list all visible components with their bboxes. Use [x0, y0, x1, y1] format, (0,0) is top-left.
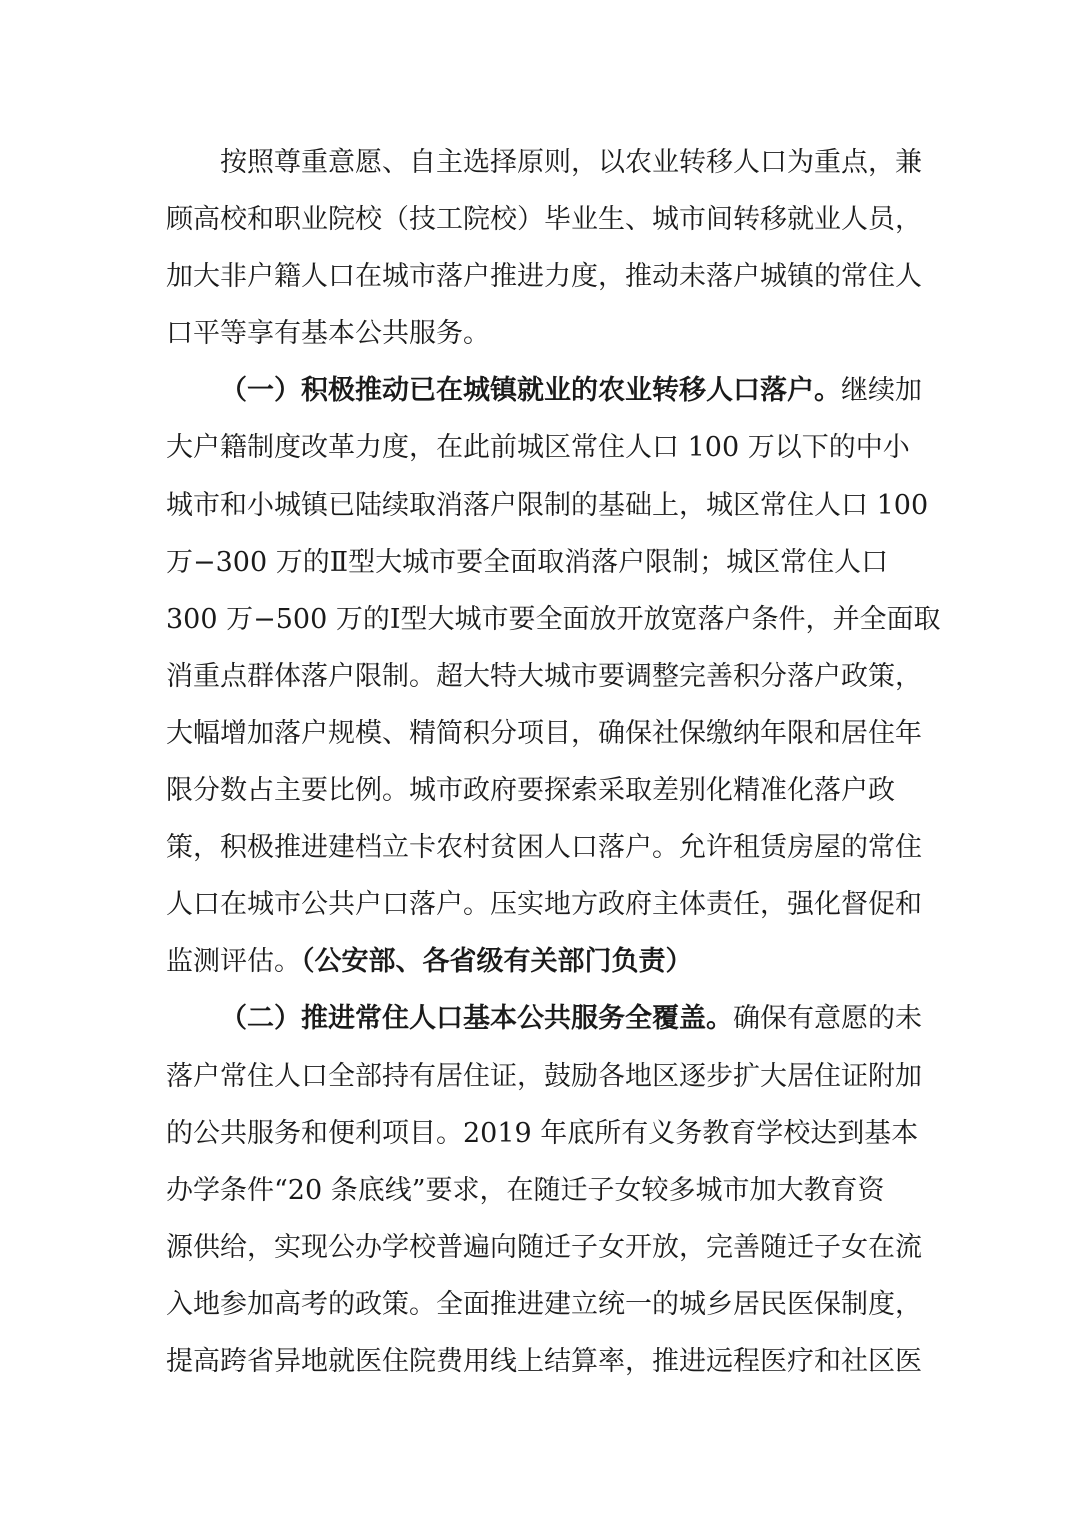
- text-run: 加大非户籍人口在城市落户推进力度，推动未落户城镇的常住人: [166, 261, 922, 293]
- text-line: [166, 990, 922, 1047]
- text-run: 300 万−500 万的Ⅰ型大城市要全面放开放宽落户条件，并全面取: [166, 603, 941, 635]
- bold-text-run: （二）推进常住人口基本公共服务全覆盖。: [220, 1003, 733, 1035]
- text-line: [166, 933, 912, 990]
- text-run: 继续加: [841, 375, 922, 407]
- text-line: [166, 648, 922, 705]
- text-run: 万−300 万的Ⅱ型大城市要全面取消落户限制；城区常住人口: [166, 546, 889, 578]
- text-line: [166, 191, 922, 248]
- text-line: [166, 1219, 922, 1276]
- text-run: 大户籍制度改革力度，在此前城区常住人口 100 万以下的中小: [166, 432, 910, 464]
- text-run: 确保有意愿的未: [733, 1003, 922, 1035]
- text-line: [166, 819, 922, 876]
- text-line: [166, 876, 922, 933]
- text-line: [166, 1333, 922, 1390]
- text-run: 人口在城市公共户口落户。压实地方政府主体责任，强化督促和: [166, 889, 922, 921]
- text-line: [166, 1105, 919, 1162]
- text-run: 落户常住人口全部持有居住证，鼓励各地区逐步扩大居住证附加: [166, 1060, 922, 1092]
- text-run: 限分数占主要比例。城市政府要探索采取差别化精准化落户政: [166, 775, 895, 807]
- text-line: [166, 477, 929, 534]
- text-line: [166, 1048, 922, 1105]
- text-line: [166, 762, 912, 819]
- text-run: 口平等享有基本公共服务。: [166, 318, 490, 350]
- text-run: 顾高校和职业院校（技工院校）毕业生、城市间转移就业人员，: [166, 204, 922, 236]
- text-run: 消重点群体落户限制。超大特大城市要调整完善积分落户政策，: [166, 660, 922, 692]
- text-line: [166, 248, 922, 305]
- text-line: [166, 419, 912, 476]
- text-run: 的公共服务和便利项目。2019 年底所有义务教育学校达到基本: [166, 1117, 919, 1149]
- text-line: [166, 305, 912, 362]
- text-run: 大幅增加落户规模、精简积分项目，确保社保缴纳年限和居住年: [166, 717, 922, 749]
- text-run: 源供给，实现公办学校普遍向随迁子女开放，完善随迁子女在流: [166, 1231, 922, 1263]
- text-line: [166, 591, 941, 648]
- text-run: 办学条件“20 条底线”要求，在随迁子女较多城市加大教育资: [166, 1174, 885, 1206]
- text-run: 按照尊重意愿、自主选择原则，以农业转移人口为重点，兼: [220, 147, 922, 178]
- text-run: 城市和小城镇已陆续取消落户限制的基础上，城区常住人口 100: [166, 489, 929, 521]
- text-run: 入地参加高考的政策。全面推进建立统一的城乡居民医保制度，: [166, 1288, 922, 1320]
- text-line: [166, 1162, 912, 1219]
- text-run: 策，积极推进建档立卡农村贫困人口落户。允许租赁房屋的常住: [166, 832, 922, 864]
- text-line: [166, 362, 922, 419]
- text-run: 提高跨省异地就医住院费用线上结算率，推进远程医疗和社区医: [166, 1345, 922, 1377]
- bold-text-run: （公安部、各省级有关部门负责）: [301, 946, 693, 978]
- text-line: [166, 1276, 922, 1333]
- text-run: 监测评估。: [166, 946, 301, 978]
- document-body: [166, 134, 941, 1390]
- text-line: [166, 705, 922, 762]
- bold-text-run: （一）积极推动已在城镇就业的农业转移人口落户。: [220, 375, 841, 407]
- text-line: [166, 534, 912, 591]
- text-line: [166, 134, 922, 191]
